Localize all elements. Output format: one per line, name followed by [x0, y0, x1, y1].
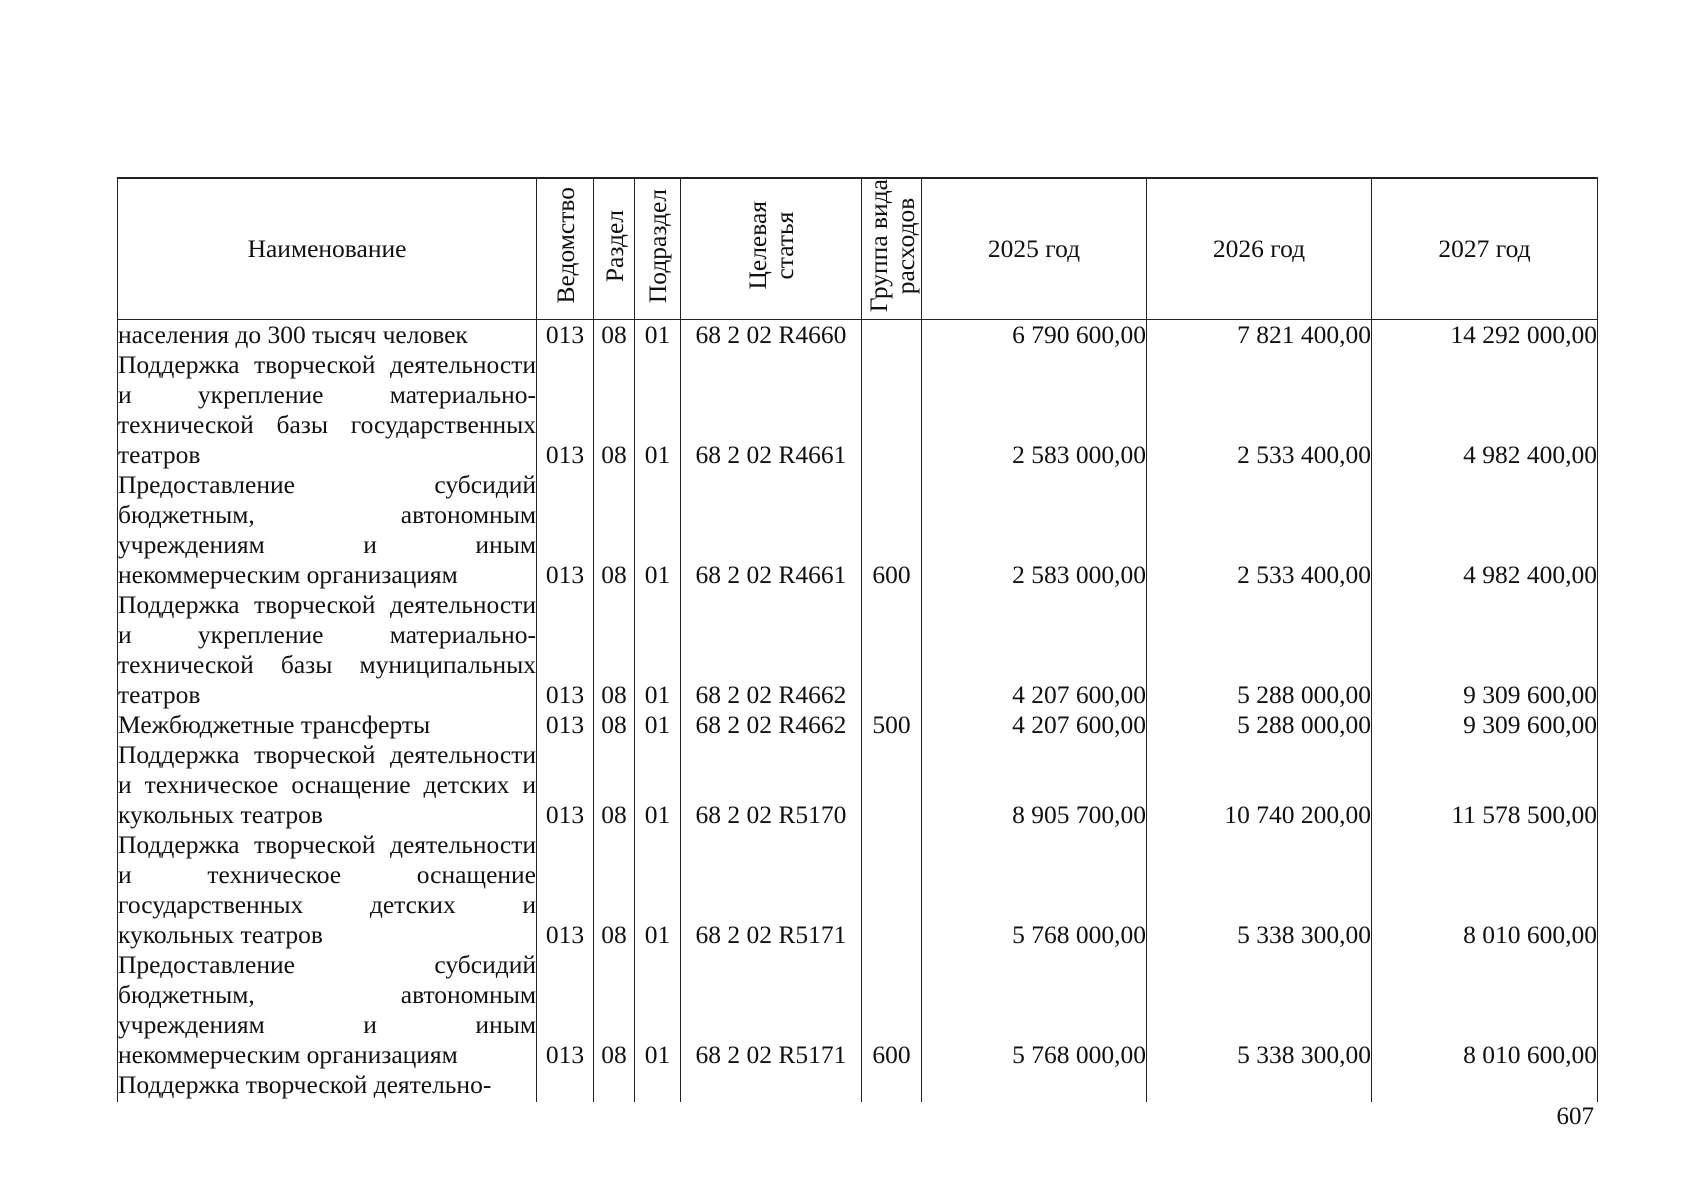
row-subsection: 01: [635, 710, 681, 740]
row-2026: 5 338 300,00: [1147, 830, 1372, 950]
empty-cell: [862, 1070, 922, 1102]
row-group: 500: [862, 710, 922, 740]
row-group: [862, 830, 922, 950]
row-name: Поддержка творческой деятельности и техническое оснащение государственных детских и кукольных театров: [118, 830, 536, 950]
row-subsection: 01: [635, 350, 681, 470]
row-target: 68 2 02 R5171: [681, 830, 862, 950]
budget-table: [117, 177, 1598, 1102]
row-2025: 8 905 700,00: [922, 740, 1147, 830]
row-dept: 013: [537, 710, 594, 740]
table-row: [118, 320, 1598, 351]
header-2025: 2025 год: [922, 178, 1147, 320]
table-row: [118, 470, 1598, 590]
row-2025: 6 790 600,00: [922, 320, 1147, 351]
header-subsection: Подраздел: [635, 178, 681, 320]
row-target: 68 2 02 R4662: [681, 590, 862, 710]
row-name: Поддержка творческой деятельно-: [118, 1070, 537, 1102]
table-row: [118, 830, 1598, 950]
row-name: Поддержка творческой деятельности и укрепление материально-технической базы государственных театров: [118, 350, 536, 470]
row-2026: 5 338 300,00: [1147, 950, 1372, 1070]
page-number: 607: [1556, 1103, 1594, 1130]
row-name: населения до 300 тысяч человек: [118, 320, 537, 351]
empty-cell: [1372, 1070, 1598, 1102]
row-2027: 4 982 400,00: [1372, 470, 1598, 590]
row-section: 08: [594, 830, 635, 950]
empty-cell: [594, 1070, 635, 1102]
table-row: [118, 950, 1598, 1070]
row-2027: 9 309 600,00: [1372, 590, 1598, 710]
row-2025: 4 207 600,00: [922, 710, 1147, 740]
row-dept: 013: [537, 350, 594, 470]
table-row: [118, 710, 1598, 740]
row-subsection: 01: [635, 470, 681, 590]
empty-cell: [922, 1070, 1147, 1102]
row-name: Поддержка творческой деятельности и техническое оснащение детских и кукольных театров: [118, 740, 536, 830]
row-subsection: 01: [635, 320, 681, 351]
row-group: [862, 590, 922, 710]
row-subsection: 01: [635, 740, 681, 830]
row-2026: 7 821 400,00: [1147, 320, 1372, 351]
row-section: 08: [594, 740, 635, 830]
table-row: [118, 590, 1598, 710]
table-row: [118, 740, 1598, 830]
row-dept: 013: [537, 950, 594, 1070]
header-2027: 2027 год: [1372, 178, 1598, 320]
header-dept: Ведомство: [537, 178, 594, 320]
row-2027: 4 982 400,00: [1372, 350, 1598, 470]
header-name: Наименование: [118, 178, 537, 320]
row-section: 08: [594, 350, 635, 470]
empty-cell: [1147, 1070, 1372, 1102]
row-2026: 2 533 400,00: [1147, 470, 1372, 590]
row-group: [862, 320, 922, 351]
header-target: Целевая статья: [681, 178, 862, 320]
row-dept: 013: [537, 740, 594, 830]
empty-cell: [537, 1070, 594, 1102]
row-2027: 11 578 500,00: [1372, 740, 1598, 830]
row-2027: 8 010 600,00: [1372, 950, 1598, 1070]
row-section: 08: [594, 320, 635, 351]
row-group: 600: [862, 950, 922, 1070]
row-section: 08: [594, 950, 635, 1070]
row-2025: 4 207 600,00: [922, 590, 1147, 710]
row-target: 68 2 02 R4661: [681, 350, 862, 470]
row-2026: 10 740 200,00: [1147, 740, 1372, 830]
row-target: 68 2 02 R4662: [681, 710, 862, 740]
row-name: Предоставление субсидий бюджетным, автономным учреждениям и иным некоммерческим организациям: [118, 950, 536, 1070]
row-target: 68 2 02 R5170: [681, 740, 862, 830]
row-2026: 2 533 400,00: [1147, 350, 1372, 470]
row-name: Межбюджетные трансферты: [118, 710, 537, 740]
table-row-continued: [118, 1070, 1598, 1102]
row-name: Поддержка творческой деятельности и укрепление материально-технической базы муниципальных театров: [118, 590, 536, 710]
row-dept: 013: [537, 470, 594, 590]
row-section: 08: [594, 590, 635, 710]
row-subsection: 01: [635, 590, 681, 710]
table-row: [118, 350, 1598, 470]
row-2025: 5 768 000,00: [922, 950, 1147, 1070]
row-2027: 8 010 600,00: [1372, 830, 1598, 950]
row-subsection: 01: [635, 830, 681, 950]
row-group: [862, 740, 922, 830]
row-section: 08: [594, 470, 635, 590]
header-group: Группа вида расходов: [862, 178, 922, 320]
row-2025: 5 768 000,00: [922, 830, 1147, 950]
row-2026: 5 288 000,00: [1147, 590, 1372, 710]
row-dept: 013: [537, 830, 594, 950]
row-group: 600: [862, 470, 922, 590]
row-2027: 14 292 000,00: [1372, 320, 1598, 351]
row-dept: 013: [537, 590, 594, 710]
row-group: [862, 350, 922, 470]
empty-cell: [681, 1070, 862, 1102]
row-2025: 2 583 000,00: [922, 470, 1147, 590]
empty-cell: [635, 1070, 681, 1102]
row-section: 08: [594, 710, 635, 740]
row-2027: 9 309 600,00: [1372, 710, 1598, 740]
header-2026: 2026 год: [1147, 178, 1372, 320]
row-target: 68 2 02 R4660: [681, 320, 862, 351]
row-subsection: 01: [635, 950, 681, 1070]
row-target: 68 2 02 R5171: [681, 950, 862, 1070]
row-target: 68 2 02 R4661: [681, 470, 862, 590]
header-section: Раздел: [594, 178, 635, 320]
row-dept: 013: [537, 320, 594, 351]
row-2025: 2 583 000,00: [922, 350, 1147, 470]
row-2026: 5 288 000,00: [1147, 710, 1372, 740]
table-header-row: [118, 178, 1598, 320]
row-name: Предоставление субсидий бюджетным, автономным учреждениям и иным некоммерческим организациям: [118, 470, 536, 590]
